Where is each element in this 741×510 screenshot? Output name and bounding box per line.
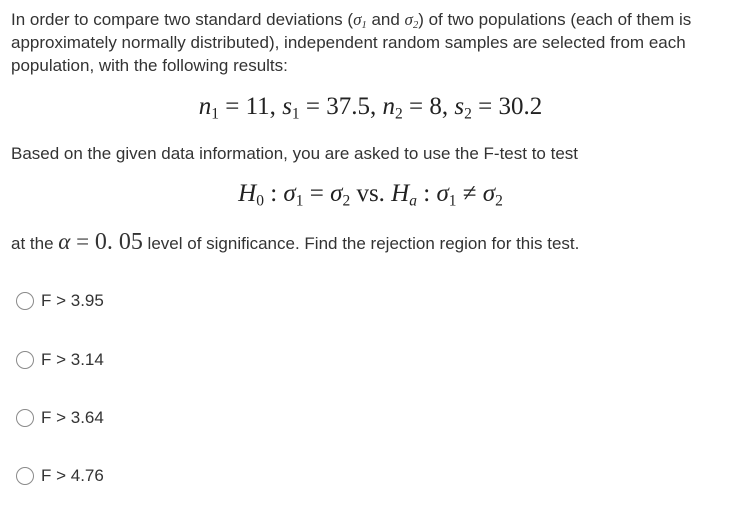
hypothesis-statement: $H_0$ : $\sigma_1 = \sigma_2$ vs. $H_a$ : $\sigma_1 \ne \sigma_2$ bbox=[238, 180, 503, 210]
choice-label: F > 3.14 bbox=[41, 350, 104, 369]
radio-button-2[interactable] bbox=[16, 351, 34, 369]
sample-statistics: $n_1 = 11$, $s_1 = 37.5$, $n_2 = 8$, $s_2 = 30.2$ bbox=[198, 93, 543, 123]
alpha-value: 0. 05 bbox=[94, 229, 143, 255]
radio-button-3[interactable] bbox=[16, 409, 34, 427]
answer-choice-2[interactable] bbox=[16, 349, 104, 371]
radio-button-1[interactable] bbox=[16, 292, 34, 310]
radio-button-4[interactable] bbox=[16, 467, 34, 485]
alpha-symbol: α bbox=[58, 229, 71, 254]
question-text: In order to compare two standard deviations ($\sigma_1$ and $\sigma_2$) of two populations (each of them is approximately normally distributed), independent random samples are selected from each population, with the following results: bbox=[11, 10, 692, 75]
sigma-2-symbol: $\sigma_2$ bbox=[404, 10, 419, 31]
choice-label: F > 3.64 bbox=[41, 408, 104, 427]
answer-choice-3[interactable] bbox=[16, 407, 104, 429]
sigma-1-symbol: $\sigma_1$ bbox=[353, 10, 367, 31]
significance-level-text: at the α = 0. 05 level of significance. Find the rejection region for this test. bbox=[11, 229, 580, 255]
instruction-text: Based on the given data information, you are asked to use the F-test to test bbox=[11, 144, 579, 163]
answer-choice-1[interactable] bbox=[16, 290, 104, 312]
choice-label: F > 4.76 bbox=[41, 466, 104, 485]
choice-label: F > 3.95 bbox=[41, 291, 104, 310]
answer-choice-4[interactable] bbox=[16, 465, 104, 487]
